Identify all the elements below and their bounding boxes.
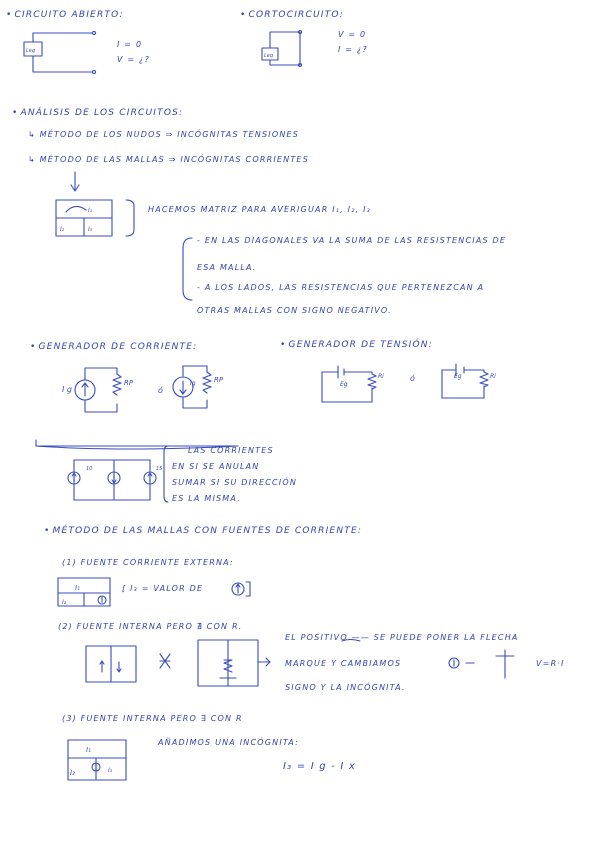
svg-text:Ri: Ri [378, 373, 384, 380]
svg-text:Ri: Ri [490, 373, 496, 380]
current-generator-parallel-note [36, 440, 238, 449]
svg-text:15: 15 [156, 466, 163, 472]
svg-text:I₂: I₂ [70, 769, 75, 777]
svg-text:I₁: I₁ [88, 207, 93, 214]
mesh-case2-formula: V=R·I [536, 659, 565, 668]
svg-text:Eg: Eg [454, 373, 462, 380]
mesh-case2-note3: SIGNO Y LA INCÓGNITA. [285, 683, 406, 692]
open-circuit-line2: V = ¿? [117, 55, 150, 64]
mesh-case1-note: [ I₃ = VALOR DE [122, 584, 204, 593]
svg-text:I₃: I₃ [108, 767, 113, 774]
mesh-matrix-sketch [56, 172, 192, 300]
mesh-sources-heading: • MÉTODO DE LAS MALLAS CON FUENTES DE CORRIENTE: [44, 526, 362, 536]
mesh-case2: (2) FUENTE INTERNA PERO ∄ CON R. [58, 622, 243, 631]
svg-text:I₁: I₁ [75, 584, 80, 592]
analysis-note-a2: ESA MALLA. [197, 263, 257, 272]
case2-internal-source-diagram [86, 640, 514, 687]
parallel-sources-diagram [68, 446, 168, 502]
analysis-note-b1: - A LOS LADOS, LAS RESISTENCIAS QUE PERTENEZCAN A [197, 283, 485, 292]
analysis-item-nodes: ↳ MÉTODO DE LOS NUDOS ⇒ INCÓGNITAS TENSIONES [28, 130, 300, 139]
svg-text:I₁: I₁ [86, 746, 91, 754]
svg-text:I₂: I₂ [62, 599, 67, 606]
short-circuit-diagram [262, 31, 302, 67]
mesh-case2-note1: EL POSITIVO —— SE PUEDE PONER LA FLECHA [285, 633, 519, 642]
svg-text:Ig: Ig [190, 380, 196, 387]
analysis-heading: • ANÁLISIS DE LOS CIRCUITOS: [12, 108, 183, 118]
open-circuit-heading: • CIRCUITO ABIERTO: [6, 10, 124, 20]
open-circuit-diagram [24, 31, 96, 73]
analysis-note-main: HACEMOS MATRIZ PARA AVERIGUAR I₁, I₂, I₃ [148, 205, 372, 214]
svg-text:RP: RP [214, 376, 224, 384]
svg-text:Eg: Eg [340, 381, 348, 388]
voltage-generator-diagram [322, 364, 496, 402]
short-circuit-line2: I = ¿? [338, 45, 368, 54]
current-gen-heading: • GENERADOR DE CORRIENTE: [30, 342, 197, 352]
current-gen-note1: LAS CORRIENTES [188, 446, 274, 455]
current-gen-note2: EN SI SE ANULAN [172, 462, 260, 471]
svg-text:RP: RP [124, 379, 134, 387]
current-generator-diagram [62, 366, 224, 412]
open-circuit-line1: I = 0 [117, 40, 143, 49]
svg-text:10: 10 [86, 466, 93, 472]
svg-text:Leq: Leq [26, 48, 36, 54]
analysis-item-meshes: ↳ MÉTODO DE LAS MALLAS ⇒ INCÓGNITAS CORRIENTES [28, 155, 309, 164]
analysis-note-b2: OTRAS MALLAS CON SIGNO NEGATIVO. [197, 306, 392, 315]
voltage-gen-or: ó [410, 374, 417, 383]
mesh-case2-note2: MARQUE Y CAMBIAMOS [285, 659, 402, 668]
current-gen-note4: ES LA MISMA. [172, 494, 241, 503]
analysis-note-a1: - EN LAS DIAGONALES VA LA SUMA DE LAS RESISTENCIAS DE [197, 236, 507, 245]
current-gen-or: ó [158, 386, 165, 395]
case1-external-source-diagram [58, 578, 250, 606]
case3-internal-source-diagram [68, 740, 126, 780]
short-circuit-line1: V = 0 [338, 30, 367, 39]
svg-text:I g: I g [62, 385, 72, 394]
mesh-case3-note: AÑADIMOS UNA INCÓGNITA: [158, 738, 299, 747]
mesh-case1: (1) FUENTE CORRIENTE EXTERNA: [62, 558, 234, 567]
mesh-case3-formula: I₃ = I g - I x [283, 761, 356, 772]
mesh-case3: (3) FUENTE INTERNA PERO ∃ CON R [62, 714, 243, 723]
short-circuit-heading: • CORTOCIRCUITO: [240, 10, 344, 20]
svg-text:Leq: Leq [264, 53, 274, 59]
current-gen-note3: SUMAR SI SU DIRECCIÓN [172, 478, 298, 487]
svg-text:I₂: I₂ [60, 226, 65, 233]
voltage-gen-heading: • GENERADOR DE TENSIÓN: [280, 340, 433, 350]
svg-text:I₃: I₃ [88, 226, 93, 233]
